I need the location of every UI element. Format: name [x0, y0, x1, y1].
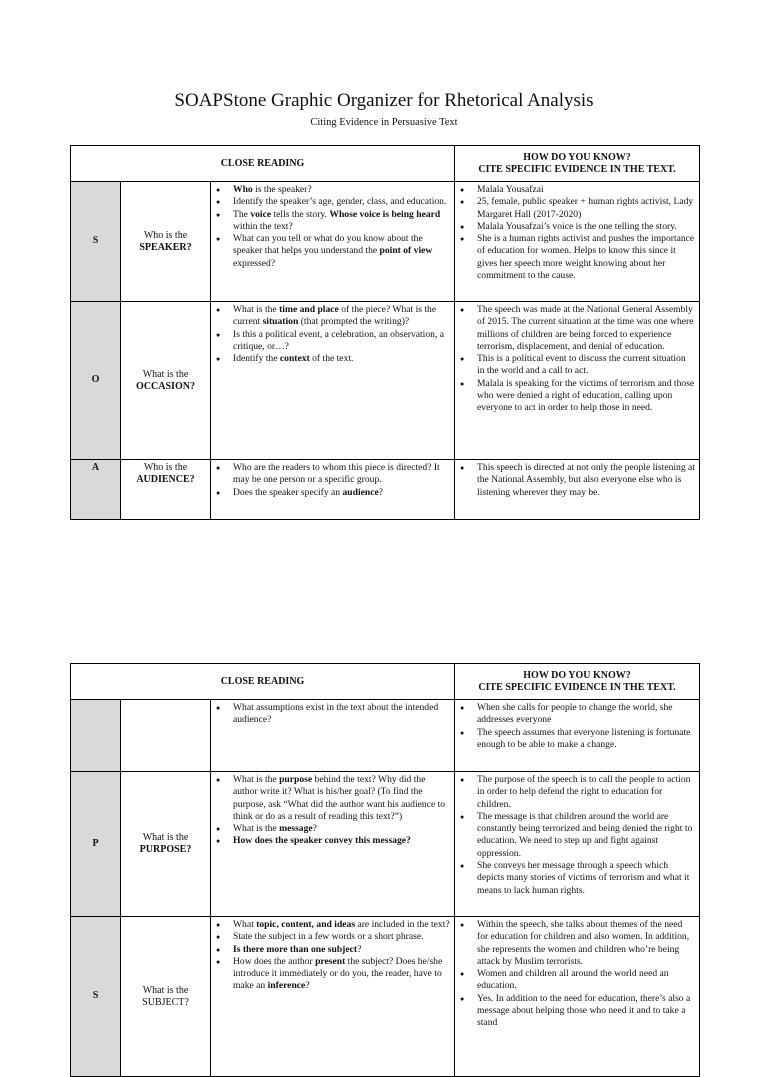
- bullet-item: ● Malala Yousafzai: [477, 184, 695, 196]
- text-segment: Identify the speaker’s age, gender, class, and education.: [233, 196, 447, 208]
- text-segment: What is the: [233, 774, 280, 785]
- evidence-cell: [455, 302, 700, 460]
- text-segment: Is this a political event, a celebration, an observation, a critique, or…?: [233, 328, 444, 352]
- text-segment: of the piece? What is the current: [233, 304, 437, 328]
- bullet-item: [233, 823, 450, 835]
- text-segment: Identify the: [233, 353, 280, 365]
- text-segment: What can you tell or what do you know about the speaker that helps you understand the: [233, 233, 423, 257]
- bullet-item: [233, 931, 450, 943]
- close-reading-list: [211, 184, 450, 270]
- text-segment: expressed?: [233, 257, 276, 269]
- organizer-table-2: [70, 663, 700, 1077]
- bullet-item: ● The speech assumes that everyone listening is fortunate enough to be able to make a change.: [477, 727, 695, 752]
- close-reading-list: [211, 919, 450, 993]
- close-reading-header: CLOSE READING: [71, 146, 455, 182]
- bold-text: time and place: [279, 304, 339, 315]
- row-occasion: [71, 302, 700, 460]
- bold-text: present: [315, 955, 346, 967]
- bullet-item: [233, 835, 450, 847]
- text-segment: What assumptions exist in the text about the intended audience?: [233, 702, 439, 726]
- table-header-row: [71, 146, 700, 182]
- text-segment: State the subject in a few words or a short phrase.: [233, 931, 424, 943]
- bold-text: purpose: [279, 774, 313, 785]
- close-reading-list: [211, 702, 450, 727]
- row-assumptions: [71, 700, 700, 772]
- text-segment: How does the author: [233, 955, 316, 967]
- evidence-header-line2: CITE SPECIFIC EVIDENCE IN THE TEXT.: [478, 163, 676, 175]
- bullet-item: [233, 329, 450, 354]
- bold-text: audience: [342, 486, 379, 498]
- bullet-item: ● The message is that children around the world are constantly being terrorized and being denied the right to education. We need to step up and fight against oppression.: [477, 811, 695, 860]
- evidence-header-line1: HOW DO YOU KNOW?: [523, 151, 631, 163]
- bold-text: topic, content, and ideas: [256, 919, 356, 930]
- letter-cell-subject: S: [71, 917, 121, 1077]
- bullet-item: [233, 944, 450, 956]
- text-segment: tells the story.: [271, 208, 330, 220]
- row-speaker: [71, 182, 700, 302]
- question-term: OCCASION?: [136, 380, 195, 392]
- close-reading-cell: [211, 302, 455, 460]
- text-segment: of the text.: [309, 353, 354, 365]
- text-segment: (that prompted the writing)?: [298, 316, 410, 328]
- bullet-item: ● She is a human rights activist and pushes the importance of education for women. Helps to know this since it gives her speech more weight knowing about her commitment to the cause.: [477, 233, 695, 282]
- bold-text: point of view: [379, 245, 433, 257]
- bullet-item: [233, 196, 450, 208]
- bullet-item: ● Yes. In addition to the need for education, there’s also a message about helping those who need it and to take a stand: [477, 993, 695, 1030]
- evidence-cell: [455, 772, 700, 917]
- question-prefix: What is the: [142, 832, 189, 843]
- bullet-item: ● The purpose of the speech is to call the people to action in order to help defend the right to education for children.: [477, 774, 695, 811]
- evidence-header-line1: HOW DO YOU KNOW?: [523, 669, 631, 681]
- close-reading-cell: [211, 700, 455, 772]
- text-segment: the subject? Does he/she introduce it immediately or do you, the reader, have to make an: [233, 955, 443, 992]
- bullet-item: ● This is a political event to discuss the current situation in the world and a call to act.: [477, 353, 695, 378]
- text-segment: is the speaker?: [252, 184, 312, 195]
- question-term: AUDIENCE?: [136, 474, 195, 485]
- bold-text: context: [279, 353, 310, 365]
- evidence-header: [455, 664, 700, 700]
- bullet-item: [233, 702, 450, 727]
- text-segment: What is the: [233, 304, 280, 315]
- close-reading-cell: [211, 772, 455, 917]
- close-reading-list: [211, 304, 450, 365]
- bullet-item: ● When she calls for people to change the world, she addresses everyone: [477, 702, 695, 727]
- row-subject: [71, 917, 700, 1077]
- text-segment: ?: [378, 486, 384, 498]
- row-purpose: [71, 772, 700, 917]
- bullet-item: [233, 487, 450, 499]
- letter-cell-blank: [71, 700, 121, 772]
- question-cell-purpose: [121, 772, 211, 917]
- bullet-item: ● Malala is speaking for the victims of terrorism and those who were denied a right of education, calling upon everyone to act in order to help those in need.: [477, 378, 695, 415]
- close-reading-list: [211, 774, 450, 848]
- question-prefix: Who is the: [143, 462, 188, 473]
- close-reading-cell: [211, 460, 455, 520]
- row-audience: [71, 460, 700, 520]
- evidence-list: [455, 304, 695, 415]
- close-reading-cell: [211, 917, 455, 1077]
- evidence-list: [455, 184, 695, 282]
- bold-text: inference: [267, 980, 306, 992]
- page-title: SOAPStone Graphic Organizer for Rhetorical Analysis: [174, 90, 594, 111]
- question-term: SUBJECT?: [142, 996, 189, 1008]
- question-term: SPEAKER?: [139, 241, 192, 253]
- question-term: PURPOSE?: [139, 844, 192, 855]
- text-segment: What: [233, 919, 257, 930]
- question-cell-subject: [121, 917, 211, 1077]
- bold-text: Whose voice is being heard: [329, 208, 441, 220]
- text-segment: ?: [305, 980, 310, 992]
- question-cell-audience: [121, 460, 211, 520]
- bold-text: Is there more than one subject: [233, 943, 358, 955]
- bullet-item: [233, 956, 450, 993]
- bullet-item: [233, 353, 450, 365]
- question-cell-blank: [121, 700, 211, 772]
- bold-text: How does the speaker convey this message?: [233, 835, 411, 847]
- bullet-item: ● Malala Yousafzai’s voice is the one telling the story.: [477, 221, 695, 233]
- bullet-item: [233, 184, 450, 196]
- text-segment: Who are the readers to whom this piece is directed? It may be one person or a specific group.: [233, 462, 440, 486]
- evidence-header-line2: CITE SPECIFIC EVIDENCE IN THE TEXT.: [478, 681, 676, 693]
- text-segment: are included in the text?: [355, 919, 450, 930]
- evidence-list: [455, 702, 695, 751]
- text-segment: The: [233, 208, 251, 220]
- question-prefix: Who is the: [143, 229, 188, 241]
- bullet-item: [233, 462, 450, 487]
- bullet-item: ● She conveys her message through a speech which depicts many stories of victims of terrorism and what it means to lack human rights.: [477, 860, 695, 897]
- letter-cell-occasion: O: [71, 302, 121, 460]
- text-segment: behind the text? Why did the author write it? What is his/her goal? (To find the purpose, ask “What did the author want his audience to think or do as a result of reading this text?”): [233, 774, 446, 822]
- text-segment: ?: [312, 823, 317, 835]
- evidence-list: [455, 919, 695, 1030]
- question-prefix: What is the: [142, 984, 189, 996]
- bullet-item: [233, 233, 450, 270]
- bullet-item: ● The speech was made at the National General Assembly of 2015. The current situation at the time was one where millions of children are being forced to experience terrorism, displacement, and denial of education.: [477, 304, 695, 353]
- close-reading-cell: [211, 182, 455, 302]
- letter-cell-speaker: S: [71, 182, 121, 302]
- question-cell-speaker: [121, 182, 211, 302]
- text-segment: Does the speaker specify an: [233, 486, 343, 498]
- page-subtitle: Citing Evidence in Persuasive Text: [310, 117, 458, 128]
- close-reading-header: CLOSE READING: [71, 664, 455, 700]
- evidence-cell: [455, 182, 700, 302]
- bullet-item: ● 25, female, public speaker + human rights activist, Lady Margaret Hall (2017-2020): [477, 196, 695, 221]
- bold-text: Who: [233, 184, 253, 195]
- bullet-item: [233, 774, 450, 823]
- bold-text: situation: [262, 316, 299, 328]
- evidence-cell: [455, 700, 700, 772]
- evidence-list: [455, 462, 695, 499]
- bullet-item: ● Within the speech, she talks about themes of the need for education for children and also women. In addition, she represents the women and children who’re being attack by Muslim terrorists.: [477, 919, 695, 968]
- bullet-item: [233, 209, 450, 234]
- evidence-cell: [455, 917, 700, 1077]
- question-cell-occasion: [121, 302, 211, 460]
- letter-cell-purpose: P: [71, 772, 121, 917]
- text-segment: ?: [357, 943, 362, 955]
- bullet-item: ● This speech is directed at not only the people listening at the National Assembly, but also everyone else who is listening wherever they may be.: [477, 462, 695, 499]
- close-reading-list: [211, 462, 450, 499]
- bullet-item: [233, 304, 450, 329]
- bold-text: message: [279, 823, 313, 835]
- evidence-cell: [455, 460, 700, 520]
- organizer-table-1: [70, 145, 700, 520]
- text-segment: within the text?: [233, 220, 293, 232]
- evidence-header: [455, 146, 700, 182]
- evidence-list: [455, 774, 695, 897]
- table-header-row: [71, 664, 700, 700]
- question-prefix: What is the: [142, 368, 189, 380]
- bullet-item: [233, 919, 450, 931]
- bullet-item: ● Women and children all around the world need an education.: [477, 968, 695, 993]
- letter-cell-audience: A: [71, 460, 121, 520]
- text-segment: What is the: [233, 823, 280, 835]
- bold-text: voice: [250, 208, 272, 220]
